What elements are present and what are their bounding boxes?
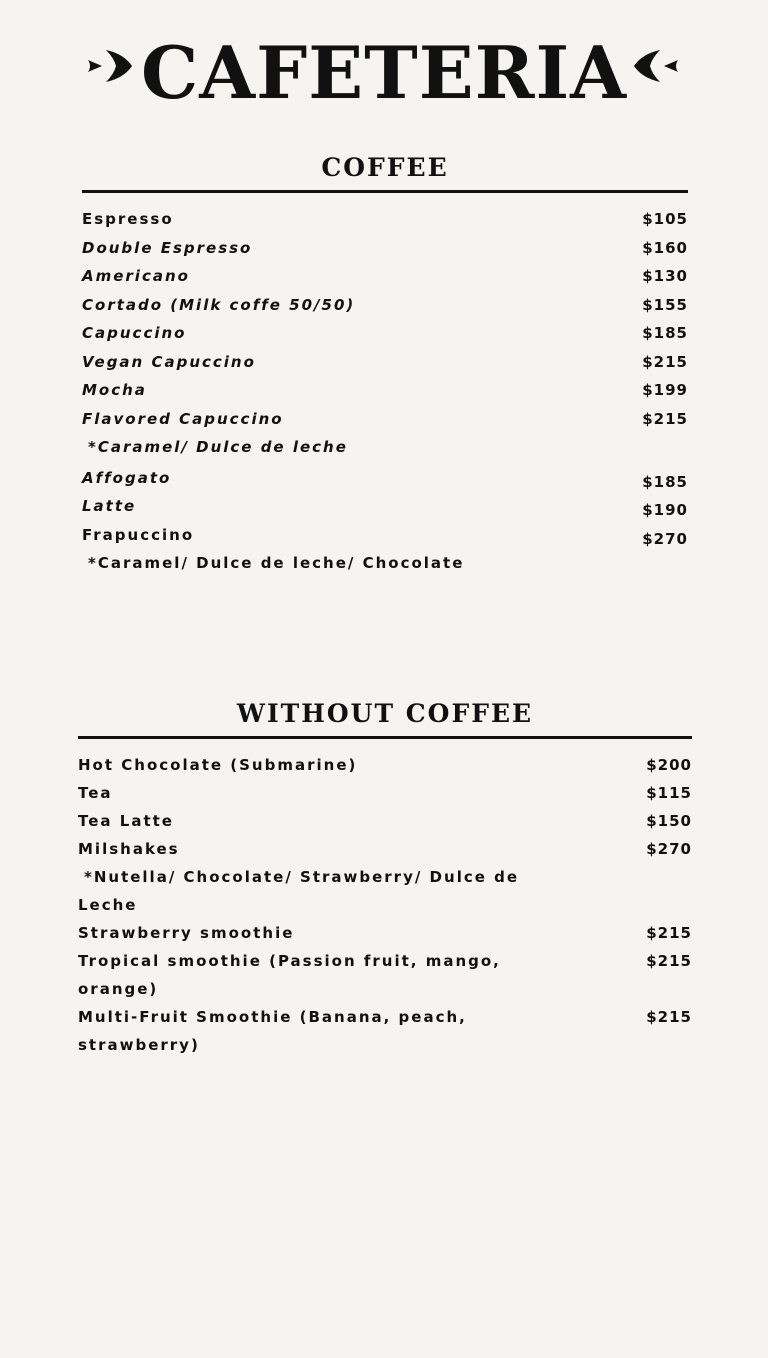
menu-item-price: $185: [642, 472, 688, 491]
menu-item-flavored-capuccino: [82, 405, 688, 434]
menu-item-price: $115: [646, 784, 692, 802]
menu-item-hot-chocolate: [78, 751, 692, 779]
menu-item-note: *Caramel/ Dulce de leche/ Chocolate: [88, 554, 465, 572]
menu-item-espresso: [82, 205, 688, 234]
page-title: CAFETERIA: [141, 30, 627, 115]
menu-item-note: *Caramel/ Dulce de leche: [88, 438, 348, 456]
menu-item-price: $215: [642, 352, 688, 371]
menu-item-name: Hot Chocolate (Submarine): [78, 756, 358, 774]
menu-item-name: Mocha: [82, 381, 147, 399]
menu-item-price: $215: [642, 409, 688, 428]
menu-item-price: $105: [642, 210, 688, 228]
without-coffee-menu-list: [78, 751, 692, 1059]
coffee-menu-list: [82, 205, 688, 578]
menu-item-tea-latte: [78, 807, 692, 835]
menu-item-capuccino: [82, 319, 688, 348]
menu-item-name: Tea Latte: [78, 812, 174, 830]
menu-item-name: Frapuccino: [82, 525, 195, 544]
menu-item-name: Capuccino: [82, 324, 187, 342]
menu-item-price: $215: [646, 952, 692, 970]
coffee-section-title: COFFEE: [321, 153, 449, 182]
menu-item-affogato: [82, 464, 688, 493]
menu-item-name: Vegan Capuccino: [82, 352, 256, 371]
menu-item-price: $160: [642, 238, 688, 257]
menu-item-cortado: [82, 291, 688, 320]
menu-item-name: Multi-Fruit Smoothie (Banana, peach, strawberry): [78, 1008, 467, 1054]
menu-item-double-espresso: [82, 234, 688, 263]
menu-item-frapuccino: [82, 521, 688, 550]
menu-item-tropical-smoothie: [78, 947, 692, 1003]
header: [0, 28, 768, 118]
menu-item-vegan-capuccino: [82, 348, 688, 377]
menu-item-latte: [82, 492, 688, 521]
menu-item-note: [78, 863, 528, 919]
menu-item-americano: [82, 262, 688, 291]
menu-item-price: $270: [642, 529, 688, 548]
section-divider: [82, 190, 688, 193]
menu-item-name: Tropical smoothie (Passion fruit, mango, orange): [78, 952, 501, 998]
menu-item-note-text: *Nutella/ Chocolate/ Strawberry/ Dulce de Leche: [78, 868, 520, 914]
menu-item-multi-fruit-smoothie: [78, 1003, 692, 1059]
menu-item-tea: [78, 779, 692, 807]
menu-item-price: $200: [646, 756, 692, 774]
coffee-section: [82, 148, 688, 578]
section-divider: [78, 736, 692, 739]
menu-item-name: Cortado (Milk coffe 50/50): [82, 295, 356, 314]
menu-item-name: Latte: [82, 497, 137, 515]
menu-item-price: $150: [646, 812, 692, 830]
menu-item-strawberry-smoothie: [78, 919, 692, 947]
without-coffee-section-title: WITHOUT COFFEE: [236, 699, 534, 728]
menu-item-price: $190: [642, 501, 688, 519]
menu-item-price: $185: [642, 324, 688, 342]
menu-item-mocha: [82, 376, 688, 405]
menu-item-price: $130: [642, 267, 688, 285]
menu-item-price: $215: [646, 1008, 692, 1026]
without-coffee-section: [78, 694, 692, 1059]
menu-item-price: $155: [642, 295, 688, 314]
menu-item-milkshakes: [78, 835, 692, 863]
menu-item-name: Tea: [78, 784, 113, 802]
menu-item-name: Strawberry smoothie: [78, 924, 295, 942]
leaf-arrow-left-icon: [632, 46, 680, 86]
menu-item-name: Espresso: [82, 210, 174, 228]
menu-item-name: Flavored Capuccino: [82, 409, 284, 428]
menu-item-name: Americano: [82, 267, 190, 285]
menu-item-price: $199: [642, 381, 688, 399]
menu-item-price: $215: [646, 924, 692, 942]
menu-item-price: $270: [646, 840, 692, 858]
menu-item-name: Double Espresso: [82, 238, 253, 257]
menu-item-name: Affogato: [82, 468, 172, 487]
menu-item-name: Milshakes: [78, 840, 180, 858]
